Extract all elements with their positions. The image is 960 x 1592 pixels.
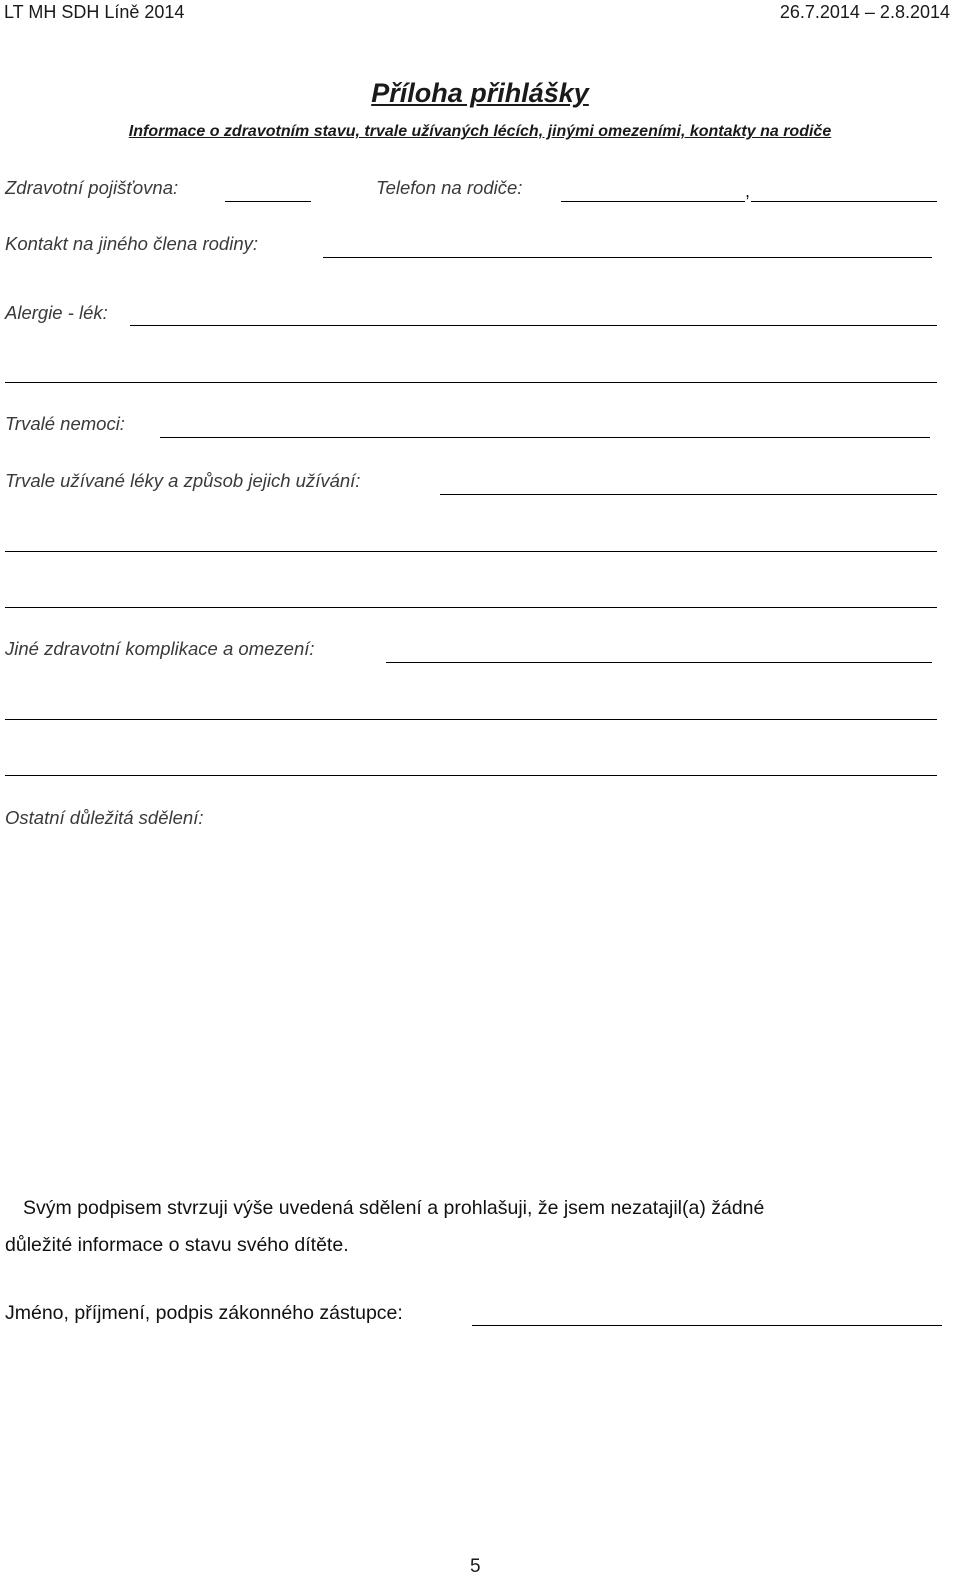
other-health-field-line-2[interactable] — [5, 719, 937, 720]
medication-field[interactable] — [440, 494, 937, 495]
parent-phone-label: Telefon na rodiče: — [376, 177, 523, 198]
allergy-field-line-2[interactable] — [5, 382, 937, 383]
medication-field-line-2[interactable] — [5, 551, 937, 552]
other-health-field[interactable] — [386, 662, 932, 663]
insurance-field[interactable] — [225, 201, 311, 202]
header-event: LT MH SDH Líně 2014 — [4, 2, 185, 22]
page-subtitle: Informace o zdravotním stavu, trvale užívaných lécích, jinými omezeními, kontakty na rodiče — [128, 123, 832, 140]
medication-field-line-3[interactable] — [5, 607, 937, 608]
signature-label: Jméno, příjmení, podpis zákonného zástupce: — [5, 1302, 403, 1324]
medication-label: Trvale užívané léky a způsob jejich užívání: — [5, 470, 361, 491]
chronic-field[interactable] — [160, 437, 930, 438]
allergy-label: Alergie - lék: — [5, 302, 108, 323]
other-health-field-line-3[interactable] — [5, 775, 937, 776]
other-health-label: Jiné zdravotní komplikace a omezení: — [5, 638, 315, 659]
page-number: 5 — [470, 1556, 481, 1577]
insurance-label: Zdravotní pojišťovna: — [5, 177, 179, 198]
parent-phone-field-1[interactable] — [561, 201, 745, 202]
family-contact-field[interactable] — [323, 257, 932, 258]
declaration-line-1: Svým podpisem stvrzuji výše uvedená sdělení a prohlašuji, že jsem nezatajil(a) žádné — [23, 1197, 765, 1219]
other-info-label: Ostatní důležitá sdělení: — [5, 807, 204, 828]
chronic-label: Trvalé nemoci: — [5, 413, 125, 434]
declaration-line-2: důležité informace o stavu svého dítěte. — [5, 1234, 349, 1256]
family-contact-label: Kontakt na jiného člena rodiny: — [5, 233, 259, 254]
declaration-text — [5, 1190, 905, 1264]
parent-phone-field-2[interactable] — [751, 201, 937, 202]
page-title: Příloha přihlášky — [371, 78, 589, 108]
phone-separator: , — [745, 181, 751, 201]
header-dates: 26.7.2014 – 2.8.2014 — [779, 2, 950, 22]
signature-field[interactable] — [472, 1325, 942, 1326]
allergy-field[interactable] — [130, 325, 937, 326]
